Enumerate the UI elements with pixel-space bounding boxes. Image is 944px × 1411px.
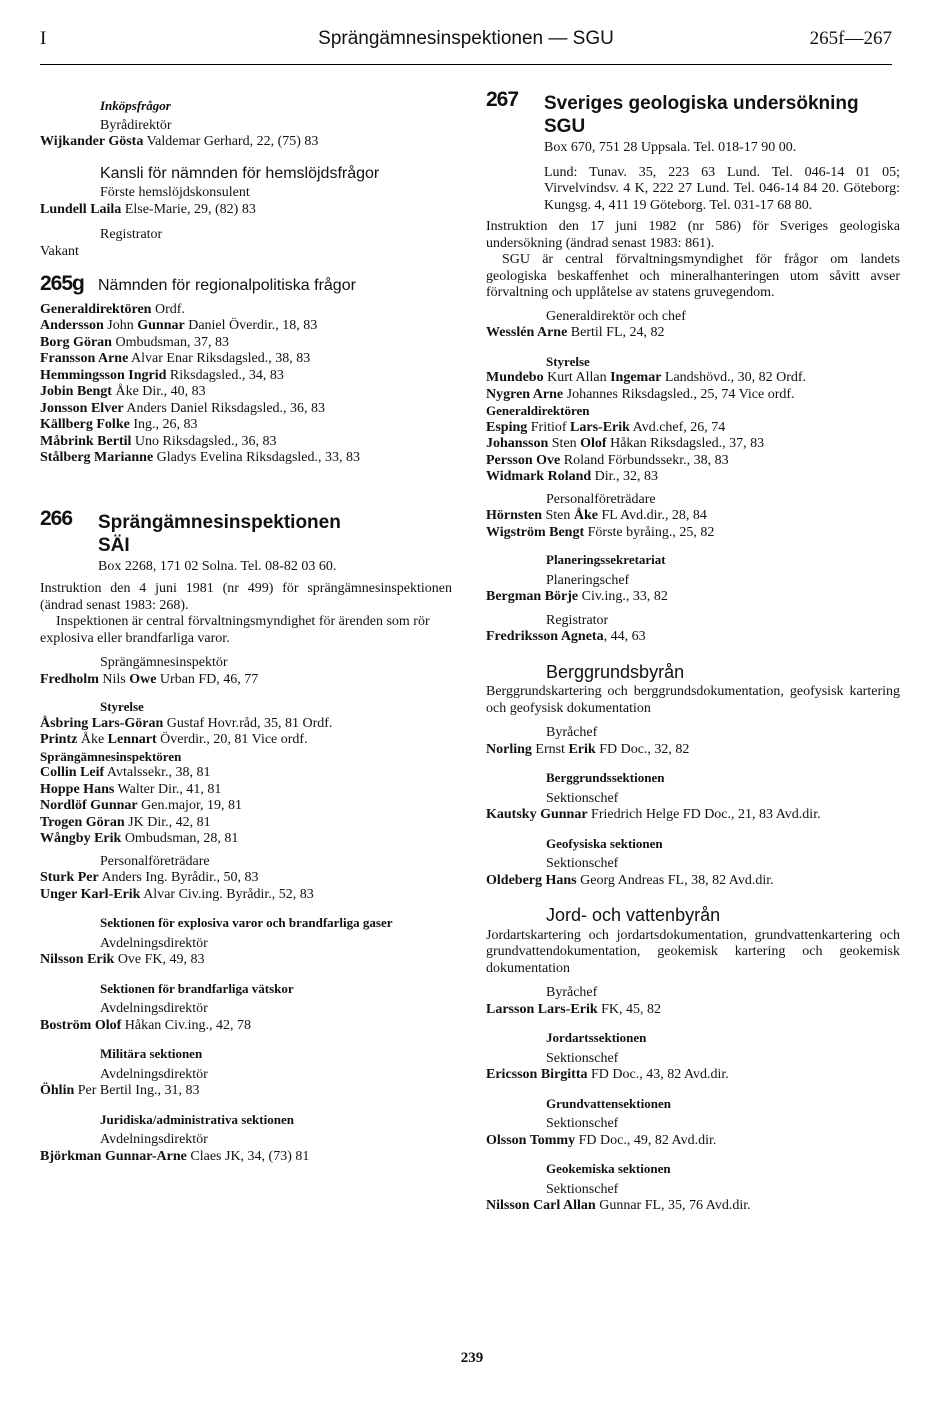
s265g-member-b: Måbrink Bertil [40, 433, 132, 449]
berg-section-person-r: Georg Andreas FL, 38, 82 Avd.dir. [576, 872, 774, 888]
s265g-member-r1: Riksdagsled., 34, 83 [166, 367, 284, 383]
s265g-member [40, 318, 452, 335]
s265g-member-b: Fransson Arne [40, 351, 129, 366]
s266-insp-member [40, 831, 452, 848]
s265g-member [40, 401, 452, 418]
jord-section-person-b: Ericsson Birgitta [486, 1067, 588, 1082]
berg-section-list [486, 770, 900, 889]
s267-member [486, 469, 900, 486]
s265g-member [40, 368, 452, 385]
s266-board-vice: Printz Åke Lennart Överdir., 20, 81 Vice ordf. [40, 732, 308, 747]
s265g-member [40, 335, 452, 352]
s266-pers-member [40, 870, 452, 887]
s266-insp-member-b: Trogen Göran [40, 814, 125, 830]
s267-description: SGU är central förvaltningsmyndighet för frågor om landets geologiska beskaffenhet och mineralhanteringen utom såvitt avser förvaltning och upplåtelse av statens gruvegendom. [486, 252, 900, 300]
jord-section-role: Sektionschef [546, 1050, 619, 1066]
s266-section-person [40, 952, 452, 969]
s265g-member-r1: Uno Riksdagsled., 36, 83 [131, 433, 277, 449]
s265g-member-b: Borg Göran [40, 334, 112, 350]
s266-chief: Fredholm Nils Owe Urban FD, 46, 77 [40, 671, 259, 687]
s267-pers-member [486, 508, 900, 525]
section-number: 266 [40, 506, 73, 530]
s266-styrelse-head: Styrelse [100, 699, 144, 714]
jord-section-person [486, 1133, 900, 1150]
s267-instruction: Instruktion den 17 juni 1982 (nr 586) för Sveriges geologiska undersökning (ändrad senast 1983: 861). [486, 219, 900, 251]
berg-desc: Berggrundskartering och berggrundsdokumentation, geofysisk kartering och geofysisk dokumentation [486, 684, 900, 716]
s266-section-role: Avdelningsdirektör [100, 1001, 208, 1016]
s266-section-person-r: Per Bertil Ing., 31, 83 [74, 1083, 200, 1098]
s266-insp-member-r: Avtalssekr., 38, 81 [104, 765, 211, 780]
s265g-member-b: Jonsson Elver [40, 400, 124, 416]
s265g-member [40, 417, 452, 434]
s266-insp-list [40, 765, 452, 848]
s265g-chair: Generaldirektören Ordf. [40, 301, 185, 317]
berg-section-head: Berggrundssektionen [546, 770, 665, 785]
jord-section-person-b: Olsson Tommy [486, 1132, 576, 1148]
s265g-member-r1: Ombudsman, 37, 83 [111, 334, 230, 350]
s265g-member [40, 434, 452, 451]
s267-member-b: Widmark Roland [486, 469, 592, 484]
s266-section-person-r: Ove FK, 49, 83 [114, 952, 205, 967]
section-266-heading [40, 506, 452, 557]
s267-member-r1: Dir., 32, 83 [591, 469, 659, 484]
s266-pers-member-r: Anders Ing. Byrådir., 50, 83 [98, 870, 259, 885]
s265g-member-b: Jobin Bengt [40, 384, 112, 399]
s267-address: Box 670, 751 28 Uppsala. Tel. 018-17 90 00. [544, 140, 797, 155]
s265g-member-r1: Ing., 26, 83 [129, 417, 198, 432]
page-header [40, 24, 892, 65]
s266-section-head: Militära sektionen [100, 1046, 203, 1061]
jord-section-role: Sektionschef [546, 1181, 619, 1197]
s266-section-person [40, 1149, 452, 1166]
s266-pers-member-b: Sturk Per [40, 870, 99, 885]
s266-insp-member-b: Wångby Erik [40, 831, 122, 846]
berg-chief: Norling Ernst Erik FD Doc., 32, 82 [486, 741, 690, 757]
section-title-1: Sveriges geologiska undersökning [544, 93, 859, 114]
s267-member-b: Esping [486, 419, 528, 435]
s266-pers-member [40, 887, 452, 904]
s266-section-person [40, 1083, 452, 1100]
s266-section-role: Avdelningsdirektör [100, 1132, 208, 1147]
inkop-person: Wijkander Gösta Valdemar Gerhard, 22, (75) 83 [40, 134, 319, 149]
section-title-2: SÄI [98, 534, 130, 556]
berg-section-role: Sektionschef [546, 856, 619, 871]
jord-section-head: Geokemiska sektionen [546, 1161, 671, 1176]
s265g-member-r1: Åke Dir., 40, 83 [111, 384, 206, 399]
s267-member [486, 453, 900, 470]
s266-section-person-r: Håkan Civ.ing., 42, 78 [121, 1017, 252, 1033]
s266-pers-role: Personalföreträdare [100, 853, 210, 869]
berg-section-person [486, 807, 900, 824]
s265g-member [40, 450, 452, 467]
inkop-role: Byrådirektör [100, 117, 172, 133]
s266-insp-member [40, 798, 452, 815]
s267-pers-member-b: Hörnsten [486, 508, 542, 523]
s267-member [486, 420, 900, 437]
s267-member-list [486, 420, 900, 486]
section-title-1: Sprängämnesinspektionen [98, 511, 341, 533]
s266-insp-member [40, 765, 452, 782]
section-title-2: SGU [544, 116, 586, 137]
jord-section-person [486, 1067, 900, 1084]
s266-section-role: Avdelningsdirektör [100, 935, 208, 951]
s266-insp-member-b: Nordlöf Gunnar [40, 798, 138, 813]
s267-gd: Wesslén Arne Bertil FL, 24, 82 [486, 325, 665, 340]
s267-pers-member-b: Wigström Bengt [486, 524, 585, 540]
s266-insp-member [40, 815, 452, 832]
jord-title: Jord- och vattenbyrån [546, 905, 721, 925]
s266-description: Inspektionen är central förvaltningsmyndighet för ärenden som rör explosiva eller brandfarliga varor. [40, 614, 430, 646]
s267-member-b: Persson Ove [486, 452, 561, 468]
s266-pers-list [40, 870, 452, 903]
s267-pers-member-r2: FL Avd.dir., 28, 84 [598, 508, 707, 523]
s267-board-vice: Nygren Arne Johannes Riksdagsled., 25, 74 Vice ordf. [486, 386, 795, 402]
berg-section-role: Sektionschef [546, 790, 619, 806]
s266-section-person [40, 1018, 452, 1035]
s265g-member [40, 351, 452, 368]
s266-insp-member-r: Walter Dir., 41, 81 [114, 781, 222, 797]
s267-pers-member-r1: Sten [542, 508, 574, 523]
s266-board-chair: Åsbring Lars-Göran Gustaf Hovr.råd, 35, 81 Ordf. [40, 715, 333, 731]
s265g-member-r2: Daniel Överdir., 18, 83 [184, 318, 318, 333]
s266-pers-member-b: Unger Karl-Erik [40, 886, 141, 902]
s267-plan-person: Bergman Börje Civ.ing., 33, 82 [486, 589, 668, 604]
s267-pers-member-r1: Förste byråing., 25, 82 [584, 524, 715, 540]
s266-section-head: Sektionen för brandfarliga vätskor [100, 980, 294, 996]
header-left: I [40, 28, 47, 49]
s267-member-r1: Sten [548, 436, 581, 451]
kansli-role2: Registrator [100, 227, 163, 242]
s267-plan-head: Planeringssekretariat [546, 552, 666, 567]
s266-insp-member-r: JK Dir., 42, 81 [124, 814, 211, 830]
berg-section-person-b: Kautsky Gunnar [486, 807, 588, 822]
s265g-member [40, 384, 452, 401]
s266-insp-member-b: Hoppe Hans [40, 781, 115, 797]
kansli-title: Kansli för nämnden för hemslöjdsfrågor [100, 164, 380, 182]
s267-member-b2: Olof [580, 436, 607, 451]
s266-address: Box 2268, 171 02 Solna. Tel. 08-82 03 60. [98, 558, 337, 574]
s265g-member-list [40, 318, 452, 467]
jord-section-head: Jordartssektionen [546, 1030, 647, 1045]
s265g-member-r1: John [103, 318, 138, 333]
left-column [40, 92, 452, 1165]
s266-section-role: Avdelningsdirektör [100, 1066, 208, 1082]
s267-reg-person: Fredriksson Agneta, 44, 63 [486, 629, 646, 644]
s267-board-chair: Mundebo Kurt Allan Ingemar Landshövd., 30, 82 Ordf. [486, 370, 807, 385]
page-number: 239 [460, 1350, 484, 1366]
s266-instruction: Instruktion den 4 juni 1981 (nr 499) för sprängämnesinspektionen (ändrad senast 1983: 268). [40, 581, 452, 613]
kansli-person1: Lundell Laila Else-Marie, 29, (82) 83 [40, 201, 256, 217]
header-title: Sprängämnesinspektionen — SGU [318, 28, 614, 49]
s266-section-person-r: Claes JK, 34, (73) 81 [186, 1148, 310, 1164]
s267-member-b2: Lars-Erik [570, 419, 630, 435]
section-267-heading [486, 88, 900, 138]
s265g-member-b: Stålberg Marianne [40, 450, 154, 465]
s267-member-r1: Roland Förbundssekr., 38, 83 [560, 452, 729, 468]
s266-pers-member-r: Alvar Civ.ing. Byrådir., 52, 83 [140, 886, 314, 902]
inkop-title: Inköpsfrågor [100, 98, 171, 113]
s266-insp-member-r: Ombudsman, 28, 81 [121, 831, 239, 846]
s265g-member-b: Källberg Folke [40, 417, 130, 432]
s266-section-person-b: Nilsson Erik [40, 952, 115, 967]
section-number: 265g [40, 272, 84, 295]
s265g-member-r1: Alvar Enar Riksdagsled., 38, 83 [128, 351, 311, 366]
s267-branches: Lund: Tunav. 35, 223 63 Lund. Tel. 046-14 01 05; Virvelvindsv. 4 K, 222 27 Lund. Tel. 046-14 84 20. Göteborg: Kungsg. 4, 411 19 Göteborg. Tel. 031-17 68 80. [544, 164, 900, 213]
s266-section-person-b: Öhlin [40, 1083, 75, 1098]
s267-member-r2: Håkan Riksdagsled., 37, 83 [606, 436, 765, 451]
kansli-person2: Vakant [40, 243, 79, 259]
berg-title: Berggrundsbyrån [546, 661, 685, 682]
s267-gd-head: Generaldirektören [486, 403, 590, 418]
s265g-member-b2: Gunnar [137, 318, 185, 333]
jord-section-role: Sektionschef [546, 1116, 619, 1131]
s267-member-r1: Fritiof [527, 419, 571, 435]
section-number: 267 [486, 88, 519, 111]
s266-insp-member-b: Collin Leif [40, 765, 105, 780]
s266-section-head: Sektionen för explosiva varor och brandfarliga gaser [100, 915, 393, 930]
jord-section-head: Grundvattensektionen [546, 1095, 671, 1111]
s267-member [486, 436, 900, 453]
s266-chief-role: Sprängämnesinspektör [100, 655, 228, 670]
berg-section-head: Geofysiska sektionen [546, 835, 663, 851]
s266-insp-head: Sprängämnesinspektören [40, 748, 182, 764]
header-page-range: 265f—267 [809, 28, 892, 49]
section-title: Nämnden för regionalpolitiska frågor [98, 277, 356, 294]
s265g-member-b: Hemmingsson Ingrid [40, 367, 167, 383]
s267-plan-role: Planeringschef [546, 572, 630, 588]
s267-member-b: Johansson [486, 436, 549, 451]
jord-section-list [486, 1030, 900, 1215]
s266-section-person-b: Boström Olof [40, 1017, 122, 1033]
jord-desc: Jordartskartering och jordartsdokumentation, grundvattenkartering och grundvattendokumentation, geokemisk kartering och geokemisk dokumentation [486, 927, 900, 976]
jord-chief: Larsson Lars-Erik FK, 45, 82 [486, 1001, 662, 1017]
section-265g-heading [40, 272, 452, 296]
berg-role: Byråchef [546, 725, 598, 740]
jord-section-person-r: FD Doc., 49, 82 Avd.dir. [575, 1132, 717, 1148]
s267-pers-member [486, 525, 900, 542]
s267-member-r2: Avd.chef, 26, 74 [629, 419, 726, 435]
jord-section-person-r: FD Doc., 43, 82 Avd.dir. [587, 1067, 729, 1082]
jord-role: Byråchef [546, 985, 598, 1000]
berg-section-person-b: Oldeberg Hans [486, 872, 577, 888]
s267-gd-role: Generaldirektör och chef [546, 308, 686, 324]
s265g-member-r1: Anders Daniel Riksdagsled., 36, 83 [123, 400, 326, 416]
kansli-role1: Förste hemslöjdskonsulent [100, 185, 250, 200]
right-column [486, 88, 900, 1215]
s266-section-head: Juridiska/administrativa sektionen [100, 1111, 294, 1127]
s265g-member-r1: Gladys Evelina Riksdagsled., 33, 83 [153, 450, 361, 465]
berg-section-person-r: Friedrich Helge FD Doc., 21, 83 Avd.dir. [587, 807, 821, 822]
s266-section-person-b: Björkman Gunnar-Arne [40, 1148, 187, 1164]
s267-pers-list [486, 508, 900, 541]
s266-insp-member [40, 782, 452, 799]
s267-reg-role: Registrator [546, 612, 609, 628]
jord-section-person [486, 1198, 900, 1215]
jord-section-person-b: Nilsson Carl Allan [486, 1198, 596, 1213]
jord-section-person-r: Gunnar FL, 35, 76 Avd.dir. [595, 1198, 751, 1213]
s267-styrelse-head: Styrelse [546, 353, 590, 369]
s265g-member-b: Andersson [40, 318, 104, 333]
berg-section-person [486, 873, 900, 890]
s267-pers-role: Personalföreträdare [546, 491, 656, 507]
s266-insp-member-r: Gen.major, 19, 81 [137, 798, 243, 813]
s267-pers-member-b2: Åke [573, 508, 599, 523]
s266-section-list [40, 915, 452, 1165]
